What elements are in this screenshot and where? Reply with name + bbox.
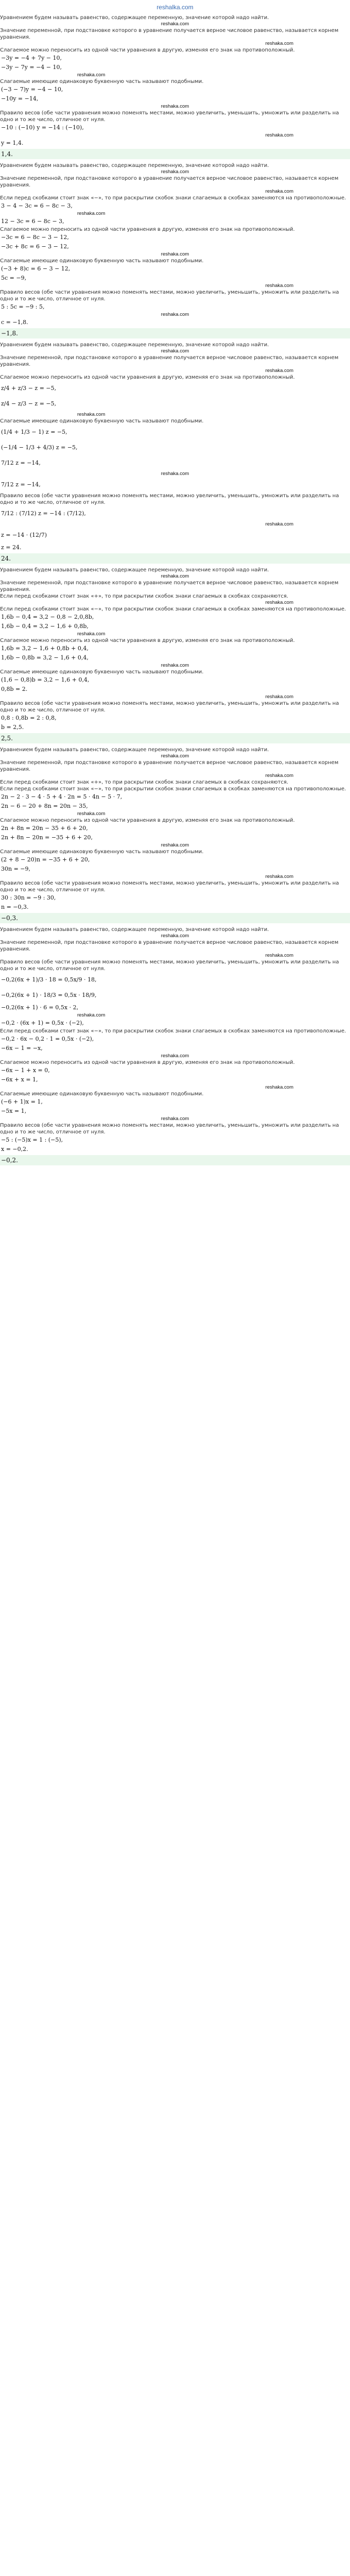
math-line: (−1/4 − 1/3 + 4/3) z = −5,: [1, 444, 78, 451]
math-line: y = 1,4.: [1, 140, 24, 146]
watermark: reshaka.com: [265, 1084, 293, 1090]
definition-equation: Уравнением будем называть равенство, содержащее переменную, значение которой надо найти.: [0, 927, 269, 933]
watermark: reshaka.com: [161, 312, 189, 317]
watermark: reshaka.com: [77, 631, 106, 637]
solution-section-4: [0, 567, 350, 743]
answer: −1,8.: [0, 328, 350, 338]
math-line: 1,6b − 0,4 = 3,2 − 1,6 + 0,8b,: [1, 623, 89, 630]
definition-brackets-plus: Если перед скобками стоит знак «+», то при раскрытии скобок знаки слагаемых в скобках сохраняются.: [0, 594, 289, 599]
math-line: −6x − 1 + x = 0,: [1, 1067, 50, 1074]
math-line: −3y − 7y = −4 − 10,: [1, 64, 62, 71]
math-line: 7/12 z = −14,: [1, 460, 41, 466]
math-line: 1,6b − 0,8b = 3,2 − 1,6 + 0,4,: [1, 654, 89, 661]
watermark: reshaka.com: [77, 412, 106, 417]
math-line: 30 : 30n = −9 : 30,: [1, 894, 56, 901]
math-line: z/4 − z/3 − z = −5,: [1, 400, 57, 407]
math-line: (1/4 + 1/3 − 1) z = −5,: [1, 429, 67, 435]
math-line: 5 : 5c = −9 : 5,: [1, 303, 45, 310]
math-line: −0,2(6x + 1) · 6 = 0,5x · 2,: [1, 1004, 79, 1011]
definition-similar: Слагаемые имеющие одинаковую буквенную часть называют подобными.: [0, 418, 204, 424]
definition-similar: Слагаемые имеющие одинаковую буквенную часть называют подобными.: [0, 258, 204, 264]
watermark: reshaka.com: [161, 104, 189, 109]
definition-equation: Уравнением будем называть равенство, содержащее переменную, значение которой надо найти.: [0, 15, 269, 21]
math-line: x = −0,2.: [1, 1146, 28, 1153]
watermark: reshaka.com: [161, 753, 189, 759]
definition-transfer: Слагаемое можно переносить из одной части уравнения в другую, изменяя его знак на противоположный.: [0, 375, 295, 380]
math-line: −0,2 · 6x − 0,2 · 1 = 0,5x · (−2),: [1, 1036, 94, 1042]
solution-section-6: [0, 926, 350, 1165]
watermark: reshaka.com: [265, 773, 293, 778]
math-line: 3 − 4 − 3c = 6 − 8c − 3,: [1, 202, 73, 209]
watermark: reshaka.com: [77, 811, 106, 817]
definition-equation: Уравнением будем называть равенство, содержащее переменную, значение которой надо найти.: [0, 567, 269, 573]
definition-scales: Правило весов (обе части уравнения можно поменять местами, можно увеличить, уменьшить, умножить или разделить на одно и то же число, отличное от нуля.: [0, 493, 339, 505]
math-line: 0,8b = 2.: [1, 686, 28, 692]
math-line: z = 24.: [1, 544, 22, 551]
definition-scales: Правило весов (обе части уравнения можно поменять местами, можно увеличить, уменьшить, умножить или разделить на одно и то же число, отличное от нуля.: [0, 1123, 339, 1135]
math-line: 30n = −9,: [1, 866, 31, 872]
math-line: 12 − 3c = 6 − 8c − 3,: [1, 218, 64, 225]
answer: 24.: [0, 553, 350, 564]
math-line: b = 2,5.: [1, 724, 24, 731]
math-line: z/4 + z/3 − z = −5,: [1, 385, 57, 392]
definition-transfer: Слагаемое можно переносить из одной части уравнения в другую, изменяя его знак на противоположный.: [0, 1060, 295, 1065]
answer: −0,3.: [0, 913, 350, 923]
math-line: z = −14 · (12/7): [1, 532, 47, 538]
math-line: −10y = −14,: [1, 95, 39, 102]
definition-transfer: Слагаемое можно переносить из одной части уравнения в другую, изменяя его знак на противоположный.: [0, 47, 295, 53]
math-line: 2n − 6 − 20 + 8n = 20n − 35,: [1, 803, 88, 809]
definition-scales: Правило весов (обе части уравнения можно поменять местами, можно увеличить, уменьшить, умножить или разделить на одно и то же число, отличное от нуля.: [0, 880, 339, 893]
definition-transfer: Слагаемое можно переносить из одной части уравнения в другую, изменяя его знак на противоположный.: [0, 818, 295, 823]
math-line: (−3 − 7)y = −4 − 10,: [1, 86, 63, 93]
math-line: 2n − 2 · 3 − 4 · 5 + 4 · 2n = 5 · 4n − 5 · 7,: [1, 793, 122, 800]
math-line: 1,6b = 3,2 − 1,6 + 0,8b + 0,4,: [1, 645, 89, 652]
answer: −0,2.: [0, 1155, 350, 1165]
watermark: reshaka.com: [161, 169, 189, 175]
math-line: (2 + 8 − 20)n = −35 + 6 + 20,: [1, 856, 90, 863]
definition-brackets-minus: Если перед скобками стоит знак «−», то при раскрытии скобок знаки слагаемых в скобках заменяются на противоположные.: [0, 195, 346, 201]
definition-root: Значение переменной, при подстановке которого в уравнение получается верное числовое равенство, называется корнем уравнения.: [0, 176, 339, 188]
watermark: reshaka.com: [161, 933, 189, 939]
watermark: reshaka.com: [265, 189, 293, 194]
math-line: −5x = 1,: [1, 1108, 27, 1114]
math-line: c = −1,8.: [1, 319, 28, 326]
definition-scales: Правило весов (обе части уравнения можно поменять местами, можно увеличить, уменьшить, умножить или разделить на одно и то же число, отличное от нуля.: [0, 959, 339, 972]
math-line: −0,2(6x + 1) · 18/3 = 0,5x · 18/9,: [1, 992, 97, 998]
watermark: reshaka.com: [161, 21, 189, 27]
math-line: 2n + 8n = 20n − 35 + 6 + 20,: [1, 825, 88, 832]
solution-section-2: [0, 162, 350, 338]
math-line: 7/12 : (7/12) z = −14 : (7/12),: [1, 510, 86, 517]
math-line: −0,2 · (6x + 1) = 0,5x · (−2),: [1, 1020, 84, 1026]
math-line: 1,6b − 0,4 = 3,2 − 0,8 − 2,0,8b,: [1, 614, 94, 620]
solution-section-5: [0, 747, 350, 923]
definition-equation: Уравнением будем называть равенство, содержащее переменную, значение которой надо найти.: [0, 342, 269, 348]
watermark: reshaka.com: [161, 471, 189, 477]
watermark: reshaka.com: [265, 283, 293, 289]
definition-brackets-minus: Если перед скобками стоит знак «−», то при раскрытии скобок знаки слагаемых в скобках заменяются на противоположные.: [0, 606, 346, 612]
solution-section-1: [0, 14, 350, 159]
answer: 1,4.: [0, 149, 350, 159]
definition-root: Значение переменной, при подстановке которого в уравнение получается верное числовое равенство, называется корнем уравнения.: [0, 355, 339, 367]
math-line: 0,8 : 0,8b = 2 : 0,8,: [1, 715, 57, 721]
definition-brackets-minus: Если перед скобками стоит знак «−», то при раскрытии скобок знаки слагаемых в скобках заменяются на противоположные.: [0, 786, 346, 792]
definition-transfer: Слагаемое можно переносить из одной части уравнения в другую, изменяя его знак на противоположный.: [0, 227, 295, 232]
watermark: reshaka.com: [161, 573, 189, 579]
definition-similar: Слагаемые имеющие одинаковую буквенную часть называют подобными.: [0, 1091, 204, 1097]
definition-scales: Правило весов (обе части уравнения можно поменять местами, можно увеличить, уменьшить, умножить или разделить на одно и то же число, отличное от нуля.: [0, 110, 339, 123]
math-line: 5c = −9,: [1, 275, 27, 281]
math-line: −6x − 1 = −x,: [1, 1045, 43, 1052]
watermark: reshaka.com: [161, 663, 189, 668]
math-line: −3y = −4 + 7y − 10,: [1, 55, 62, 61]
definition-equation: Уравнением будем называть равенство, содержащее переменную, значение которой надо найти.: [0, 747, 269, 753]
math-line: 7/12 z = −14,: [1, 481, 41, 488]
watermark: reshaka.com: [77, 72, 106, 78]
math-line: (1,6 − 0,8)b = 3,2 − 1,6 + 0,4,: [1, 676, 90, 683]
math-line: (−3 + 8)c = 6 − 3 − 12,: [1, 265, 71, 272]
definition-root: Значение переменной, при подстановке которого в уравнение получается верное числовое равенство, называется корнем уравнения.: [0, 760, 339, 772]
definition-root: Значение переменной, при подстановке которого в уравнение получается верное числовое равенство, называется корнем уравнения.: [0, 28, 339, 40]
definition-scales: Правило весов (обе части уравнения можно поменять местами, можно увеличить, уменьшить, умножить или разделить на одно и то же число, отличное от нуля.: [0, 701, 339, 713]
watermark: reshaka.com: [77, 211, 106, 216]
definition-root: Значение переменной, при подстановке которого в уравнение получается верное числовое равенство, называется корнем уравнения.: [0, 940, 339, 952]
math-line: −10 : (−10) y = −14 : (−10),: [1, 124, 84, 131]
watermark: reshaka.com: [161, 251, 189, 257]
math-line: 2n + 8n − 20n = −35 + 6 + 20,: [1, 834, 93, 841]
watermark: reshaka.com: [265, 41, 293, 46]
definition-similar: Слагаемые имеющие одинаковую буквенную часть называют подобными.: [0, 849, 204, 855]
definition-scales: Правило весов (обе части уравнения можно поменять местами, можно увеличить, уменьшить, умножить или разделить на одно и то же число, отличное от нуля.: [0, 290, 339, 302]
definition-brackets-minus: Если перед скобками стоит знак «−», то при раскрытии скобок знаки слагаемых в скобках заменяются на противоположные.: [0, 1028, 346, 1034]
math-line: −5 : (−5)x = 1 : (−5),: [1, 1137, 63, 1143]
site-header[interactable]: reshalka.com: [156, 4, 194, 11]
definition-similar: Слагаемые имеющие одинаковую буквенную часть называют подобными.: [0, 79, 204, 84]
math-line: −3c + 8c = 6 − 3 − 12,: [1, 243, 69, 250]
definition-similar: Слагаемые имеющие одинаковую буквенную часть называют подобными.: [0, 669, 204, 675]
watermark: reshaka.com: [265, 953, 293, 958]
watermark: reshaka.com: [161, 842, 189, 848]
watermark: reshaka.com: [161, 348, 189, 354]
watermark: reshaka.com: [265, 600, 293, 605]
solution-section-3: [0, 342, 350, 564]
answer: 2,5.: [0, 733, 350, 743]
math-line: −3c = 6 − 8c − 3 − 12,: [1, 234, 69, 241]
math-line: n = −0,3.: [1, 904, 29, 910]
watermark: reshaka.com: [265, 521, 293, 527]
watermark: reshaka.com: [265, 694, 293, 700]
definition-transfer: Слагаемое можно переносить из одной части уравнения в другую, изменяя его знак на противоположный.: [0, 638, 295, 643]
definition-root: Значение переменной, при подстановке которого в уравнение получается верное числовое равенство, называется корнем уравнения.: [0, 580, 339, 592]
watermark: reshaka.com: [161, 1116, 189, 1122]
math-line: −0,2(6x + 1)/3 · 18 = 0,5x/9 · 18,: [1, 976, 97, 983]
watermark: reshaka.com: [265, 368, 293, 374]
watermark: reshaka.com: [77, 1012, 106, 1018]
watermark: reshaka.com: [265, 132, 293, 138]
definition-equation: Уравнением будем называть равенство, содержащее переменную, значение которой надо найти.: [0, 163, 269, 168]
definition-brackets-plus: Если перед скобками стоит знак «+», то при раскрытии скобок знаки слагаемых в скобках сохраняются.: [0, 779, 289, 785]
watermark: reshaka.com: [265, 874, 293, 879]
math-line: −6x + x = 1,: [1, 1076, 38, 1083]
watermark: reshaka.com: [161, 1053, 189, 1059]
math-line: (−6 + 1)x = 1,: [1, 1098, 43, 1105]
